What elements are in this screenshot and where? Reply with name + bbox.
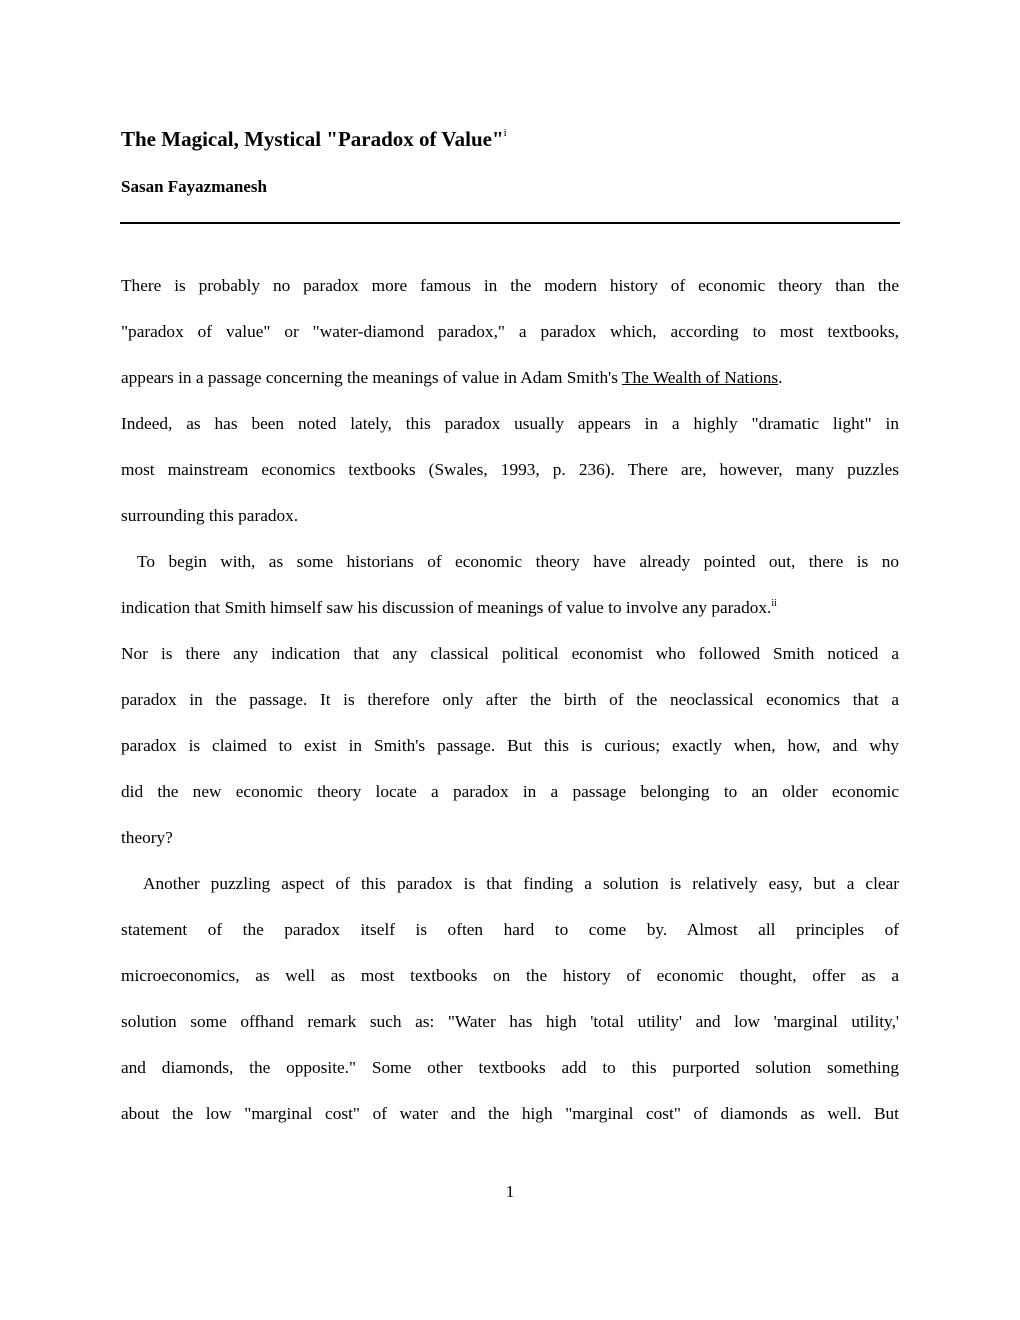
paragraph-2-line-5: paradox is claimed to exist in Smith's passage. But this is curious; exactly when, how, and why: [121, 736, 899, 755]
book-title-wealth-of-nations: The Wealth of Nations: [621, 368, 779, 387]
paragraph-3-line-4: solution some offhand remark such as: "Water has high 'total utility' and low 'marginal utility,': [121, 1012, 899, 1031]
paragraph-1-line-4: Indeed, as has been noted lately, this paradox usually appears in a highly "dramatic light" in: [121, 414, 899, 433]
paragraph-3-line-5: and diamonds, the opposite." Some other textbooks add to this purported solution something: [121, 1058, 899, 1077]
paragraph-2-line-2-text: indication that Smith himself saw his discussion of meanings of value to involve any paradox.: [121, 598, 772, 617]
paragraph-3-line-6: about the low "marginal cost" of water and the high "marginal cost" of diamonds as well. But: [121, 1104, 899, 1123]
paragraph-2-line-7: theory?: [121, 828, 173, 847]
paragraph-1-line-5: most mainstream economics textbooks (Swales, 1993, p. 236). There are, however, many puzzles: [121, 460, 899, 479]
paragraph-3-line-3: microeconomics, as well as most textbooks on the history of economic thought, offer as a: [121, 966, 899, 985]
paragraph-2-line-2: [121, 585, 899, 631]
paper-title-text: The Magical, Mystical "Paradox of Value": [121, 127, 504, 151]
body-text: [121, 263, 899, 1137]
paragraph-2-line-3: Nor is there any indication that any classical political economist who followed Smith noticed a: [121, 644, 899, 663]
paragraph-1-line-3-end: .: [778, 368, 783, 387]
paragraph-2: [121, 539, 899, 861]
paragraph-2-line-6: did the new economic theory locate a paradox in a passage belonging to an older economic: [121, 782, 899, 801]
paragraph-1-line-1: There is probably no paradox more famous in the modern history of economic theory than the: [121, 276, 899, 295]
paragraph-1-line-3-start: appears in a passage concerning the meanings of value in Adam Smith's: [121, 368, 622, 387]
paragraph-2-line-4: paradox in the passage. It is therefore only after the birth of the neoclassical economics that a: [121, 690, 899, 709]
paragraph-1-line-3: [121, 355, 899, 401]
paragraph-2-line-1: To begin with, as some historians of economic theory have already pointed out, there is no: [137, 552, 899, 571]
paragraph-1: [121, 263, 899, 539]
paragraph-3: [121, 861, 899, 1137]
paragraph-1-line-6: surrounding this paradox.: [121, 506, 299, 525]
title-endnote-marker: i: [503, 127, 507, 139]
page-number: 1: [505, 1182, 515, 1201]
author-name: Sasan Fayazmanesh: [121, 177, 267, 196]
paragraph-3-line-2: statement of the paradox itself is often hard to come by. Almost all principles of: [121, 920, 899, 939]
endnote-marker-ii: ii: [771, 598, 777, 610]
header-divider: [120, 222, 900, 224]
paper-title: [121, 120, 507, 154]
paragraph-3-line-1: Another puzzling aspect of this paradox is that finding a solution is relatively easy, but a clear: [143, 874, 899, 893]
paragraph-1-line-2: "paradox of value" or "water-diamond paradox," a paradox which, according to most textbooks,: [121, 322, 899, 341]
